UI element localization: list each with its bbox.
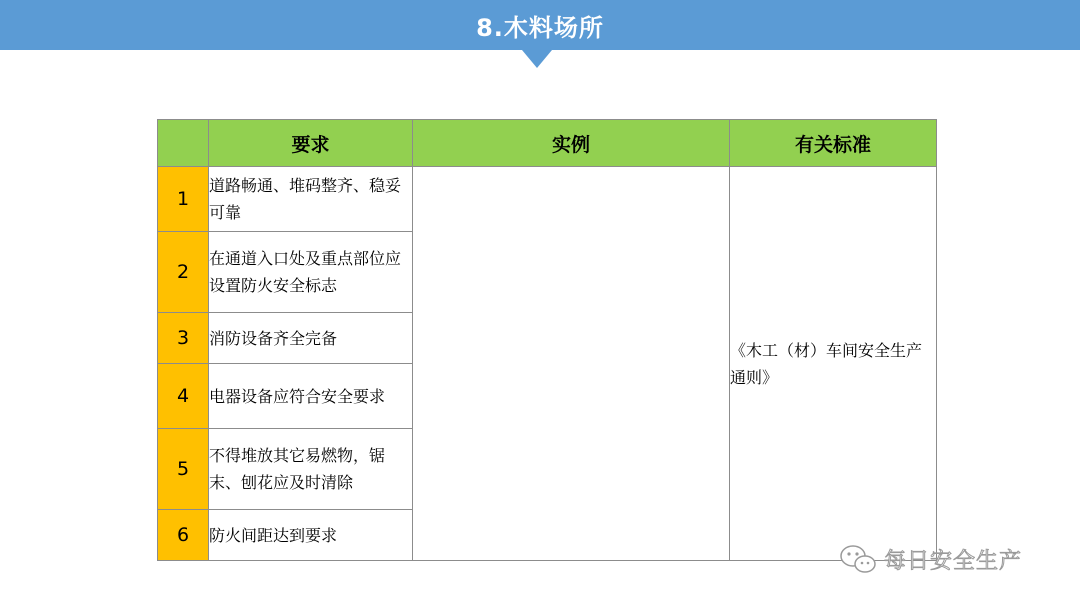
requirements-table bbox=[157, 119, 937, 561]
row-requirement: 不得堆放其它易燃物，锯末、刨花应及时清除 bbox=[209, 429, 413, 510]
header-standard: 有关标准 bbox=[730, 120, 937, 167]
header-requirement: 要求 bbox=[209, 120, 413, 167]
table-header-row bbox=[158, 120, 937, 167]
watermark bbox=[838, 541, 1022, 577]
watermark-text: 每日安全生产 bbox=[884, 548, 1023, 574]
slide-title: 8.木料场所 bbox=[476, 13, 604, 42]
table-row bbox=[158, 167, 937, 232]
row-number: 5 bbox=[158, 429, 209, 510]
banner-pointer bbox=[522, 50, 552, 68]
header-blank-cell bbox=[158, 120, 209, 167]
standard-cell: 《木工（材）车间安全生产通则》 bbox=[730, 167, 937, 561]
wechat-icon bbox=[838, 543, 878, 575]
row-requirement: 消防设备齐全完备 bbox=[209, 313, 413, 364]
example-cell bbox=[413, 167, 730, 561]
row-number: 2 bbox=[158, 232, 209, 313]
row-number: 6 bbox=[158, 510, 209, 561]
row-requirement: 道路畅通、堆码整齐、稳妥可靠 bbox=[209, 167, 413, 232]
header-example: 实例 bbox=[413, 120, 730, 167]
row-requirement: 电器设备应符合安全要求 bbox=[209, 364, 413, 429]
row-number: 1 bbox=[158, 167, 209, 232]
row-requirement: 在通道入口处及重点部位应设置防火安全标志 bbox=[209, 232, 413, 313]
title-banner bbox=[0, 0, 1080, 50]
row-requirement: 防火间距达到要求 bbox=[209, 510, 413, 561]
row-number: 3 bbox=[158, 313, 209, 364]
row-number: 4 bbox=[158, 364, 209, 429]
